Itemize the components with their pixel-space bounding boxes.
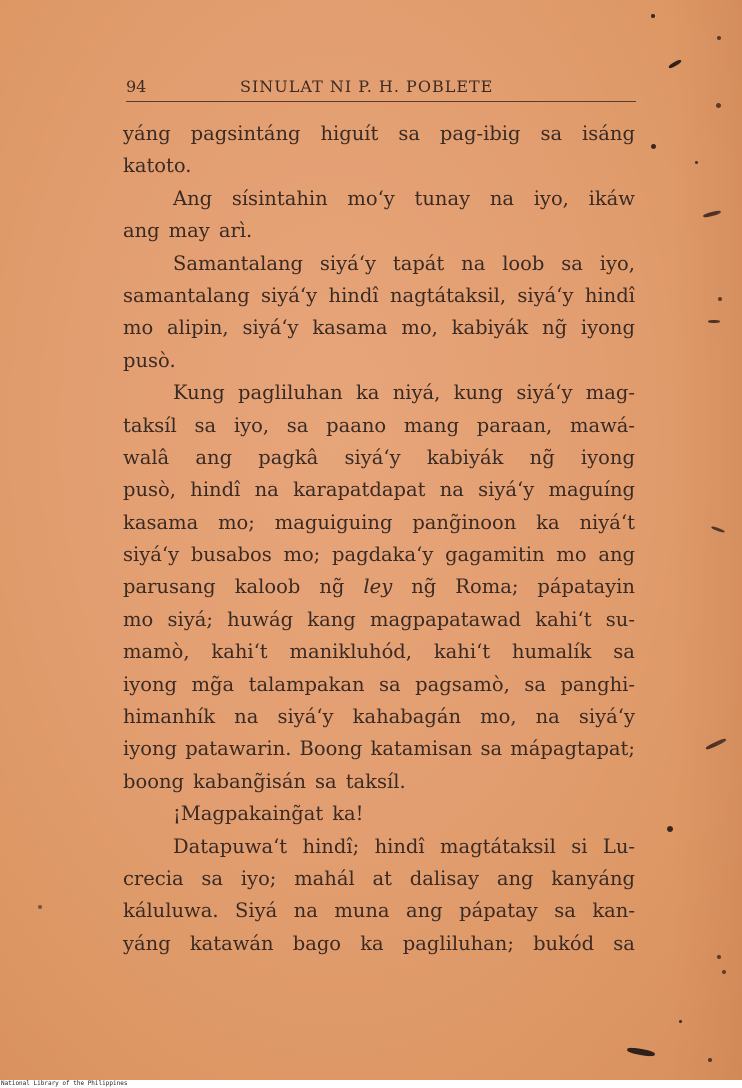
word: siyá‘y bbox=[123, 543, 180, 567]
text-line bbox=[123, 345, 635, 377]
word: sa bbox=[480, 737, 503, 761]
word: siyá‘y bbox=[344, 445, 401, 469]
word: kasama bbox=[312, 316, 388, 340]
word: mo bbox=[556, 543, 587, 567]
word: hindî bbox=[374, 834, 425, 858]
word: siyá‘y bbox=[478, 478, 535, 502]
text-line bbox=[123, 766, 635, 798]
word: na bbox=[254, 478, 279, 502]
word: su- bbox=[605, 607, 635, 631]
text-line bbox=[123, 895, 635, 927]
word: katoto. bbox=[123, 154, 192, 178]
text-line bbox=[123, 215, 635, 247]
text-line bbox=[123, 312, 635, 344]
word: kabang̃isán bbox=[193, 769, 307, 793]
word: ang bbox=[496, 866, 534, 890]
word: talampakan bbox=[248, 672, 365, 696]
word: Boong bbox=[299, 737, 363, 761]
word: paano bbox=[326, 413, 387, 437]
word: mawá- bbox=[569, 413, 635, 437]
word: kahi‘t bbox=[535, 607, 592, 631]
word: iyo, bbox=[233, 413, 270, 437]
word: sa bbox=[524, 672, 546, 696]
word: iyong bbox=[123, 672, 178, 696]
word: Siyá bbox=[235, 899, 278, 923]
word: mo bbox=[123, 316, 154, 340]
word: gagamitin bbox=[445, 543, 545, 567]
word: Datapuwa‘t bbox=[173, 834, 288, 858]
word: pápatayin bbox=[537, 575, 635, 599]
foxing-spot bbox=[716, 103, 721, 108]
word: ang bbox=[195, 445, 233, 469]
paper-damage bbox=[705, 738, 727, 751]
library-watermark: National Library of the Philippines bbox=[0, 1080, 742, 1088]
word: ng̃ bbox=[319, 575, 345, 599]
foxing-spot bbox=[667, 826, 673, 832]
word: kabiyák bbox=[451, 316, 529, 340]
word: kung bbox=[453, 381, 504, 405]
foxing-spot bbox=[695, 161, 698, 164]
word: ka bbox=[360, 931, 384, 955]
word: siyá‘y bbox=[277, 705, 334, 729]
text-line bbox=[123, 733, 635, 765]
foxing-spot bbox=[679, 1020, 682, 1023]
foxing-spot bbox=[708, 1058, 712, 1062]
word: siyá‘y bbox=[242, 316, 299, 340]
word: ang bbox=[405, 899, 443, 923]
word: mo‘y bbox=[347, 186, 395, 210]
word: siyá; bbox=[167, 607, 213, 631]
word: pag-ibig bbox=[439, 122, 521, 145]
word: pápatay bbox=[459, 899, 538, 923]
paper-damage bbox=[668, 59, 682, 69]
word: ¡Magpakaing̃at bbox=[173, 802, 324, 826]
word: ang bbox=[123, 219, 160, 243]
page-number: 94 bbox=[126, 77, 147, 96]
paper-damage bbox=[703, 210, 721, 219]
word: nagtátaksil, bbox=[389, 283, 507, 307]
word: niyá‘t bbox=[579, 510, 635, 534]
foxing-spot bbox=[651, 144, 656, 149]
foxing-spot bbox=[722, 970, 726, 974]
word: káluluwa. bbox=[123, 899, 219, 923]
word: isáng bbox=[582, 122, 635, 145]
text-line bbox=[123, 571, 635, 603]
text-line bbox=[123, 377, 635, 409]
word: pagkâ bbox=[258, 445, 319, 469]
text-line bbox=[123, 539, 635, 571]
word: iyong bbox=[123, 737, 178, 761]
word: samantalang bbox=[123, 283, 250, 307]
word: na bbox=[293, 899, 318, 923]
word: humalík bbox=[511, 640, 592, 664]
word: loob bbox=[502, 251, 545, 275]
word: bago bbox=[292, 931, 342, 955]
word: na bbox=[489, 186, 514, 210]
text-line bbox=[123, 831, 635, 863]
word: na bbox=[234, 705, 259, 729]
word: siyá‘y bbox=[261, 283, 318, 307]
word: mo, bbox=[401, 316, 438, 340]
foxing-spot bbox=[717, 955, 721, 959]
word: na bbox=[439, 478, 464, 502]
word: arì. bbox=[218, 219, 253, 243]
word: Kung bbox=[173, 381, 225, 405]
foxing-spot bbox=[651, 14, 655, 18]
text-line bbox=[123, 636, 635, 668]
word: iyo, bbox=[533, 186, 569, 210]
word: mang bbox=[403, 413, 460, 437]
foxing-spot bbox=[718, 297, 722, 301]
word: kahi‘t bbox=[211, 640, 268, 664]
word: sa bbox=[613, 931, 635, 955]
word: kahi‘t bbox=[433, 640, 491, 664]
word: iyong bbox=[580, 445, 635, 469]
word: sa bbox=[201, 866, 224, 890]
word: Ang bbox=[173, 186, 213, 210]
word: mo; bbox=[218, 510, 255, 534]
word: pagliluhan bbox=[238, 381, 343, 405]
word: pagdaka‘y bbox=[331, 543, 434, 567]
word: ikáw bbox=[588, 186, 635, 210]
word: pagsamò, bbox=[415, 672, 510, 696]
word: sísintahin bbox=[231, 186, 328, 210]
word: kanyáng bbox=[551, 866, 635, 890]
word: ng̃ bbox=[411, 575, 437, 599]
word: kaloob bbox=[234, 575, 301, 599]
word: muna bbox=[334, 899, 390, 923]
text-line bbox=[123, 474, 635, 506]
word: pusò. bbox=[123, 348, 176, 372]
word: siyá‘y bbox=[517, 283, 574, 307]
word: hindî bbox=[584, 283, 635, 307]
word: kan- bbox=[592, 899, 635, 923]
word: Roma; bbox=[455, 575, 519, 599]
word: kang bbox=[307, 607, 356, 631]
word: at bbox=[372, 866, 392, 890]
word: kabiyák bbox=[426, 445, 504, 469]
word: paraan, bbox=[476, 413, 553, 437]
word: Lu- bbox=[602, 834, 635, 858]
word: ka bbox=[355, 381, 380, 405]
word: pagliluhan; bbox=[402, 931, 514, 955]
word: dalisay bbox=[409, 866, 480, 890]
word: mag- bbox=[585, 381, 635, 405]
word: himanhík bbox=[123, 705, 216, 729]
word: siyá‘y bbox=[516, 381, 573, 405]
word: yáng bbox=[123, 122, 171, 145]
word: ka bbox=[536, 510, 560, 534]
text-line bbox=[123, 604, 635, 636]
word: iyo, bbox=[599, 251, 635, 275]
word: sa bbox=[554, 899, 576, 923]
word: na bbox=[535, 705, 560, 729]
text-line bbox=[123, 928, 635, 960]
word: sa bbox=[194, 413, 217, 437]
word: crecia bbox=[123, 866, 184, 890]
paper-damage bbox=[711, 526, 725, 534]
word: katamisan bbox=[370, 737, 473, 761]
word: may bbox=[168, 219, 210, 243]
word: mo; bbox=[283, 543, 321, 567]
text-line bbox=[123, 280, 635, 312]
word: alipin, bbox=[167, 316, 229, 340]
text-line bbox=[123, 183, 635, 215]
word: sa bbox=[398, 122, 420, 145]
word: mahál bbox=[294, 866, 355, 890]
word: hindî bbox=[190, 478, 241, 502]
word: pusò, bbox=[123, 478, 176, 502]
word: taksíl bbox=[123, 413, 177, 437]
word: magpapatawad bbox=[369, 607, 522, 631]
word: bukód bbox=[533, 931, 595, 955]
word: sa bbox=[379, 672, 401, 696]
word: pagsintáng bbox=[190, 122, 301, 145]
word: panghi- bbox=[560, 672, 635, 696]
word: niyá, bbox=[392, 381, 441, 405]
text-line bbox=[123, 150, 635, 182]
running-head bbox=[126, 77, 636, 103]
word: tapát bbox=[392, 251, 445, 275]
word: siyá‘y bbox=[578, 705, 635, 729]
word: sa bbox=[315, 769, 337, 793]
word: walâ bbox=[123, 445, 170, 469]
text-line bbox=[123, 248, 635, 280]
text-line bbox=[123, 442, 635, 474]
word: mo bbox=[123, 607, 154, 631]
word: siyá‘y bbox=[319, 251, 376, 275]
text-line bbox=[123, 118, 635, 150]
word: hindî bbox=[328, 283, 379, 307]
text-line bbox=[123, 669, 635, 701]
word: sa bbox=[613, 640, 635, 664]
word: mamò, bbox=[123, 640, 190, 664]
word: kasama bbox=[123, 510, 199, 534]
word: ka! bbox=[332, 802, 364, 826]
word: sa bbox=[540, 122, 563, 145]
word: patawarin. bbox=[185, 737, 292, 761]
header-rule bbox=[126, 101, 636, 102]
word: iyong bbox=[580, 316, 635, 340]
word: parusang bbox=[123, 575, 216, 599]
word: hindî; bbox=[302, 834, 360, 858]
word: kahabagán bbox=[352, 705, 462, 729]
word: boong bbox=[123, 769, 185, 793]
foxing-spot bbox=[717, 36, 721, 40]
word: magtátaksil bbox=[440, 834, 556, 858]
paper-damage bbox=[627, 1047, 656, 1058]
word: karapatdapat bbox=[293, 478, 426, 502]
text-line bbox=[123, 863, 635, 895]
text-line bbox=[123, 798, 635, 830]
word: si bbox=[571, 834, 588, 858]
word: sa bbox=[286, 413, 309, 437]
word: yáng bbox=[123, 931, 171, 955]
word: ang bbox=[598, 543, 635, 567]
text-line bbox=[123, 701, 635, 733]
word: pang̃inoon bbox=[412, 510, 517, 534]
body-text bbox=[123, 118, 635, 960]
word: na bbox=[461, 251, 486, 275]
word: busabos bbox=[190, 543, 272, 567]
word: mg̃a bbox=[191, 672, 235, 696]
word: mápagtapat; bbox=[510, 737, 635, 761]
text-line bbox=[123, 410, 635, 442]
word: sa bbox=[561, 251, 583, 275]
word: katawán bbox=[189, 931, 274, 955]
word: taksíl. bbox=[345, 769, 406, 793]
paper-damage bbox=[708, 320, 720, 323]
text-line bbox=[123, 507, 635, 539]
word: ng̃ bbox=[542, 316, 568, 340]
word: mo, bbox=[480, 705, 517, 729]
word: maguíng bbox=[548, 478, 635, 502]
word: manikluhód, bbox=[289, 640, 412, 664]
word: huwág bbox=[227, 607, 294, 631]
word: iyo; bbox=[240, 866, 277, 890]
word: maguiguing bbox=[274, 510, 393, 534]
word: ley bbox=[363, 575, 393, 599]
word: tunay bbox=[414, 186, 471, 210]
word: higuít bbox=[320, 122, 379, 145]
word: ng̃ bbox=[529, 445, 555, 469]
foxing-spot bbox=[38, 905, 42, 909]
running-title: SINULAT NI P. H. POBLETE bbox=[240, 77, 494, 96]
word: Samantalang bbox=[173, 251, 304, 275]
